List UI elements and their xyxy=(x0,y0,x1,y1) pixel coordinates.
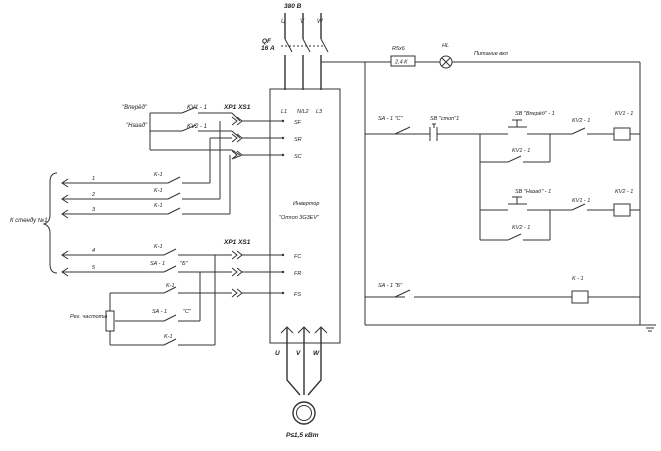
connector-bottom-chevrons xyxy=(232,251,284,297)
motor-feed-wires xyxy=(287,327,321,395)
right-kv2-label-a: KV2 - 1 xyxy=(572,118,591,124)
connector-bottom-label: XP1 XS1 xyxy=(224,239,251,246)
k1-label-f: K-1 xyxy=(164,334,173,340)
inverter-model: "Omron 3G3EV" xyxy=(279,215,319,221)
resistor-value: 2,4 К xyxy=(395,59,408,66)
sb-back-label: SB "Назад" - 1 xyxy=(515,189,552,195)
coil-kv1-label: KV1 - 1 xyxy=(615,111,634,117)
supply-phase-wires xyxy=(285,13,321,39)
inverter-in-l1: L1 xyxy=(281,109,288,115)
sa-b-label-a: "Б" xyxy=(180,261,188,267)
kv2-label: KV2 - 1 xyxy=(187,124,208,130)
inverter-in-l2: N/L2 xyxy=(297,109,309,115)
stand-arrowheads xyxy=(62,179,68,276)
out-v-label: V xyxy=(296,350,301,357)
right-kv1-label-a: KV1 - 1 xyxy=(512,148,531,154)
left-contact-wiring xyxy=(150,107,240,155)
supply-voltage: 380 В xyxy=(284,3,302,10)
motor-inner xyxy=(297,406,312,421)
k1-label-d: K-1 xyxy=(154,244,163,250)
coil-kv2 xyxy=(614,204,630,216)
k1-label-b: K-1 xyxy=(154,188,163,194)
line-4-label: 4 xyxy=(92,248,96,254)
sb-stop-label: SB "стоп"1 xyxy=(430,116,460,122)
breaker-rating: 16 А xyxy=(261,45,275,52)
lamp-icon xyxy=(440,56,452,68)
line-3-label: 3 xyxy=(92,207,96,213)
terminal-sc: SC xyxy=(294,154,302,160)
lamp-label: HL xyxy=(442,43,450,49)
terminal-fs: FS xyxy=(294,292,302,298)
line-2-label: 2 xyxy=(92,192,96,198)
terminal-sf: SF xyxy=(294,120,302,126)
coil-k xyxy=(572,291,588,303)
stand-output-lines-1-3 xyxy=(62,121,232,214)
power-on-label: Питание вкл xyxy=(474,51,508,57)
sb-stop-button xyxy=(425,124,480,141)
right-sa1c-contact xyxy=(395,127,425,134)
phase-u-label: U xyxy=(281,19,286,25)
k1-label-a: K-1 xyxy=(154,172,163,178)
stand-output-lines-4-5 xyxy=(62,249,232,272)
pot-label: Рег. частоты xyxy=(70,314,108,320)
inverter-in-l3: L3 xyxy=(316,109,323,115)
inverter-title: Инвертор xyxy=(293,201,320,207)
terminal-fc: FC xyxy=(294,254,302,260)
k1-label-c: K-1 xyxy=(154,203,163,209)
sb-fwd-label: SB "Вперёд" - 1 xyxy=(515,111,555,117)
sa-c-label: "С" xyxy=(183,309,191,315)
terminal-sr: SR xyxy=(294,137,302,143)
coil-kv2-label: KV2 - 1 xyxy=(615,189,634,195)
k1-label-e: K-1 xyxy=(166,283,175,289)
back-rung xyxy=(480,162,640,240)
phase-v-label: V xyxy=(300,19,305,25)
phase-w-label: W xyxy=(317,19,323,25)
right-sa1c-label: SA - 1 "С" xyxy=(378,116,403,122)
right-kv1-label-b: KV1 - 1 xyxy=(572,198,591,204)
sa1-label-a: SA - 1 xyxy=(150,261,166,267)
out-u-label: U xyxy=(275,350,280,357)
breaker-qf xyxy=(281,39,328,90)
right-sa1b-label: SA - 1 "Б" xyxy=(378,283,403,289)
breaker-id: QF xyxy=(262,38,272,45)
ground-icon xyxy=(365,325,656,331)
terminal-fr: FR xyxy=(294,271,302,277)
out-w-label: W xyxy=(313,350,320,357)
stand-label: К стенду №1 xyxy=(10,218,48,224)
kv1-label: KV1 - 1 xyxy=(187,105,208,111)
motor-power: P≤1,5 кВт xyxy=(286,432,319,439)
line-1-label: 1 xyxy=(92,176,96,182)
sa1-label-b: SA - 1 xyxy=(152,309,168,315)
btn-down-label: "Назад" xyxy=(126,123,148,129)
k-coil-rung xyxy=(395,290,640,297)
forward-rung xyxy=(480,120,640,162)
resistor-label: R5x6 xyxy=(392,46,405,52)
btn-up-label: "Вперёд" xyxy=(122,105,147,111)
right-kv2-label-b: KV2 - 1 xyxy=(512,225,531,231)
coil-kv1 xyxy=(614,128,630,140)
coil-k-label: K - 1 xyxy=(572,276,584,282)
line-5-label: 5 xyxy=(92,265,96,271)
connector-top-label: XP1 XS1 xyxy=(224,104,251,111)
